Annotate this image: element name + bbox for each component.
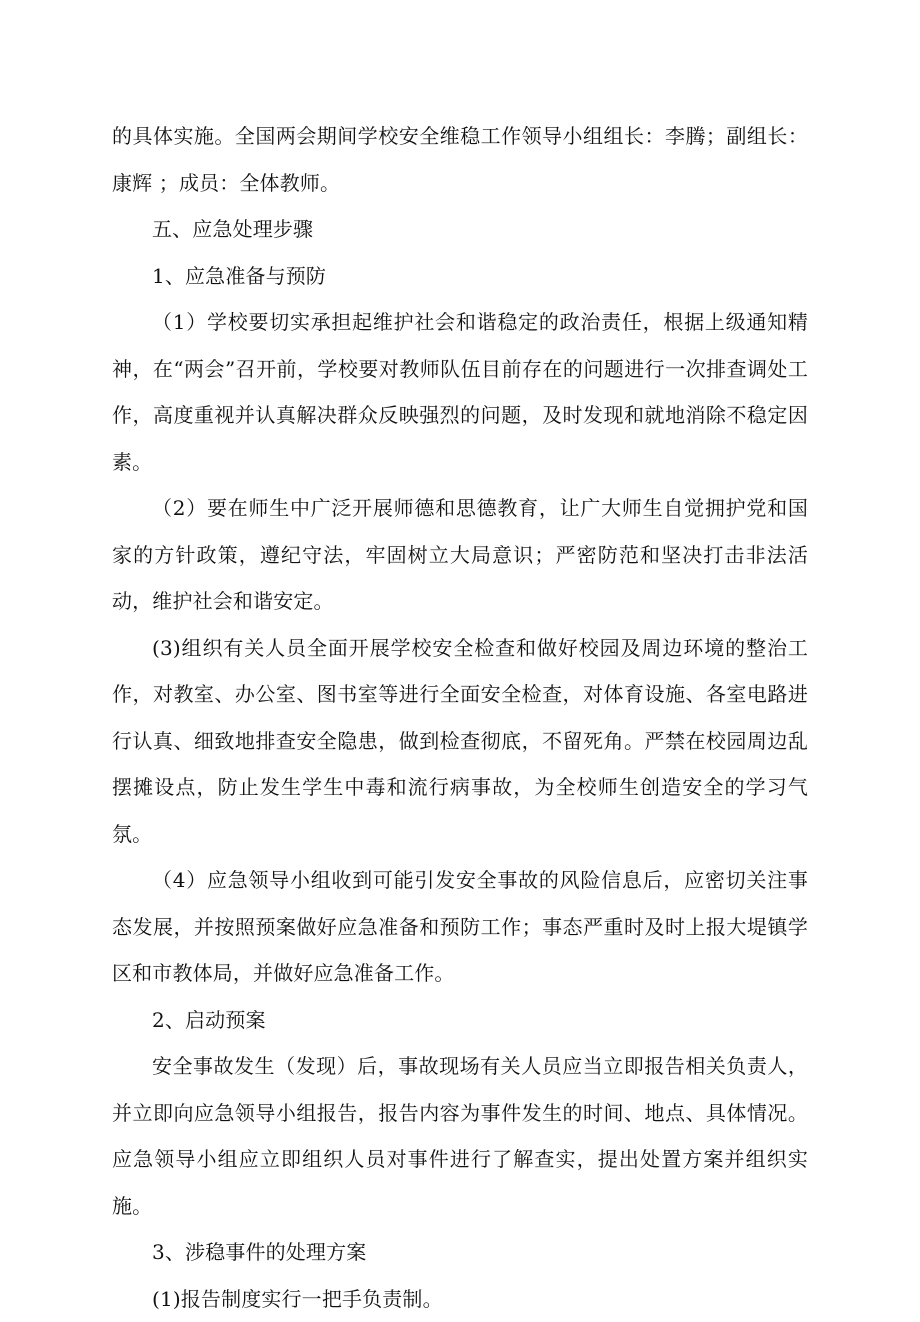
- paragraph-item-2: （2）要在师生中广泛开展师德和思德教育，让广大师生自觉拥护党和国家的方针政策，遵纪守法，牢固树立大局意识；严密防范和坚决打击非法活动，维护社会和谐安定。: [112, 485, 808, 625]
- subheading-preparation-prevention: 1、应急准备与预防: [112, 253, 808, 300]
- paragraph-activate-plan: 安全事故发生（发现）后，事故现场有关人员应当立即报告相关负责人，并立即向应急领导小组报告，报告内容为事件发生的时间、地点、具体情况。应急领导小组应立即组织人员对事件进行了解查实，提出处置方案并组织实施。: [112, 1043, 808, 1229]
- paragraph-item-3: (3)组织有关人员全面开展学校安全检查和做好校园及周边环境的整治工作，对教室、办公室、图书室等进行全面安全检查，对体育设施、各室电路进行认真、细致地排查安全隐患，做到检查彻底，不留死角。严禁在校园周边乱摆摊设点，防止发生学生中毒和流行病事故，为全校师生创造安全的学习气氛。: [112, 625, 808, 858]
- document-body: [112, 113, 808, 1322]
- paragraph-continuation: 的具体实施。全国两会期间学校安全维稳工作领导小组组长：李腾；副组长：康辉 ；成员：全体教师。: [112, 113, 808, 206]
- subheading-stability-handling: 3、涉稳事件的处理方案: [112, 1229, 808, 1276]
- subheading-activate-plan: 2、启动预案: [112, 997, 808, 1044]
- paragraph-item-4: （4）应急领导小组收到可能引发安全事故的风险信息后，应密切关注事态发展，并按照预案做好应急准备和预防工作；事态严重时及时上报大堤镇学区和市教体局，并做好应急准备工作。: [112, 857, 808, 997]
- paragraph-item-1: （1）学校要切实承担起维护社会和谐稳定的政治责任，根据上级通知精神，在“两会”召开前，学校要对教师队伍目前存在的问题进行一次排查调处工作，高度重视并认真解决群众反映强烈的问题，及时发现和就地消除不稳定因素。: [112, 299, 808, 485]
- section-heading-emergency-steps: 五、应急处理步骤: [112, 206, 808, 253]
- paragraph-reporting-system: (1)报告制度实行一把手负责制。: [112, 1276, 808, 1322]
